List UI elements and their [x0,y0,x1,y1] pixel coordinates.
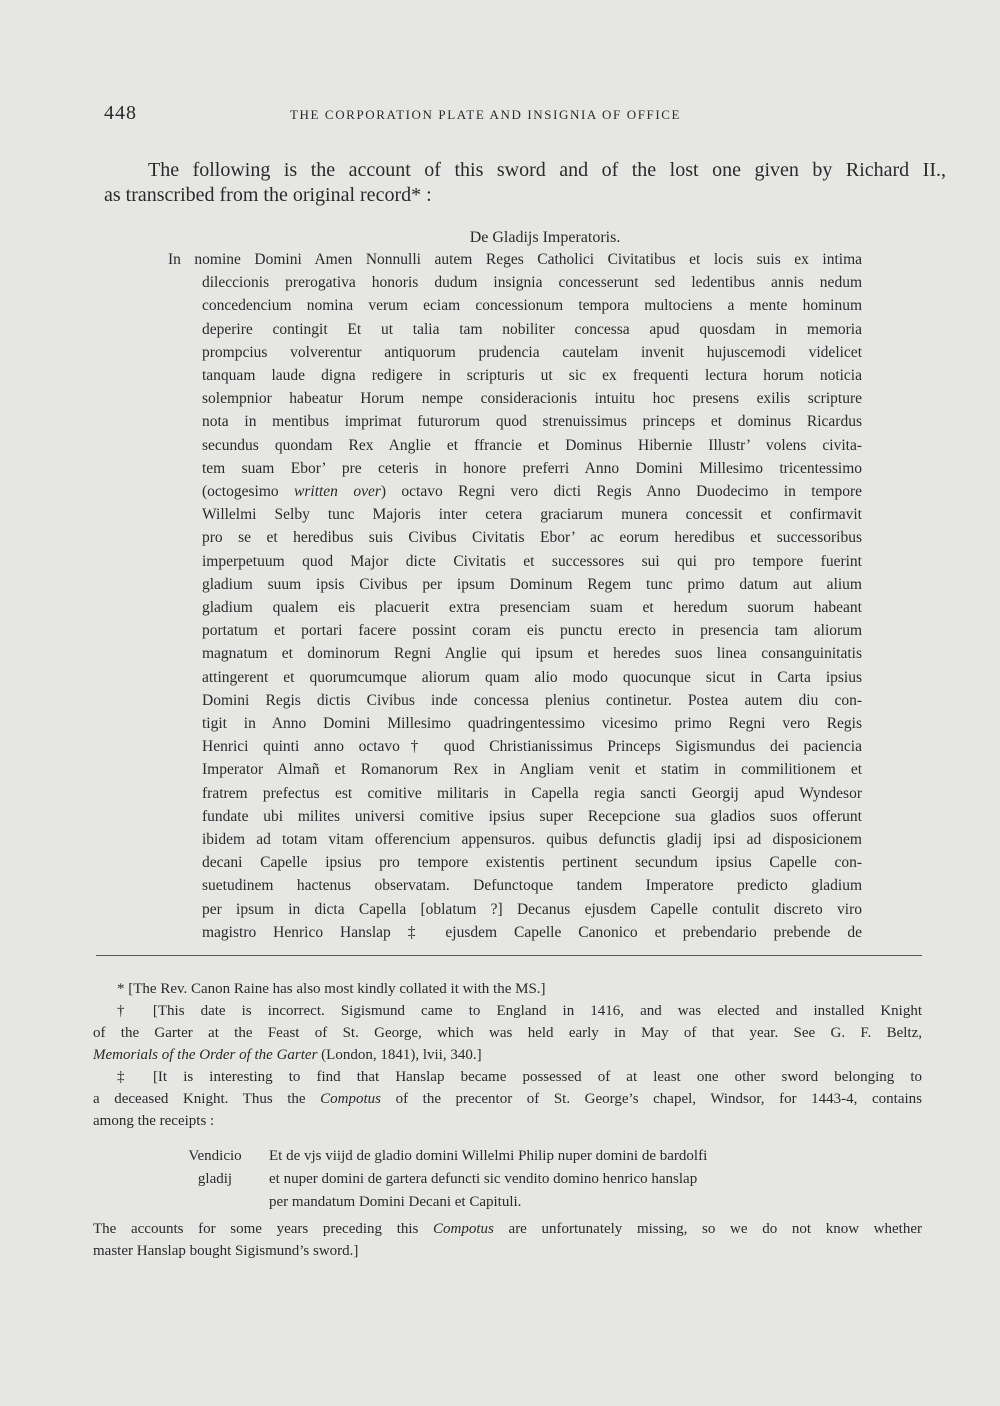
closing-note [93,1218,922,1262]
latin-transcription [168,248,862,944]
receipt-label-line: gladij [197,1171,233,1187]
latin-line: solempnior habeatur Horum nempe consideracionis intuitu hoc presens exilis scripture [202,390,862,408]
latin-line: imperpetuum quod Major dicte Civitatis et successores sui qui pro tempore fuerint [202,552,862,570]
footnote-ddagger-line: ‡ [It is interesting to find that Hanslap became possessed of at least one other sword belonging to [117,1069,922,1085]
footnote-ddagger-line: a deceased Knight. Thus the Compotus of the precentor of St. George’s chapel, Windsor, for 1443-4, contains [93,1091,922,1107]
latin-line: prompcius volverentur antiquorum prudencia cautelam invenit hujuscemodi videlicet [202,343,862,361]
latin-line: nota in mentibus imprimat futurorum quod strenuissimus princeps et dominus Ricardus [202,413,862,431]
latin-line: ibidem ad totam vitam offerencium appensuros. quibus defunctis gladij ipsi ad disposicionem [202,831,862,849]
receipt-text-line: et nuper domini de gartera defuncti sic vendito domino henrico hanslap [269,1171,698,1187]
latin-line: Imperator Almañ et Romanorum Rex in Angliam venit et statim in commilitionem et [202,761,862,779]
running-head: THE CORPORATION PLATE AND INSIGNIA OF OFFICE [290,107,682,122]
footnote-dagger-line: Memorials of the Order of the Garter (London, 1841), lvii, 340.] [93,1047,482,1063]
latin-line: deperire contingit Et ut talia tam nobiliter concessa apud quosdam in memoria [202,320,862,338]
latin-line: per ipsum in dicta Capella [oblatum ?] Decanus ejusdem Capelle contulit discreto viro [202,900,862,918]
footnote-star: * [The Rev. Canon Raine has also most kindly collated it with the MS.] [117,981,546,997]
closing-line: The accounts for some years preceding this Compotus are unfortunately missing, so we do not know whether [93,1221,922,1237]
footnote-ddagger-line: among the receipts : [93,1113,215,1129]
latin-line: gladium suum ipsis Civibus per ipsum Dominum Regem tunc primo datum aut alium [202,575,862,593]
latin-line: magistro Henrico Hanslap ‡ ejusdem Capelle Canonico et prebendario prebende de [202,923,862,941]
latin-line: Domini Regis dictis Civibus inde concessa plenius continetur. Postea autem diu con- [202,691,862,709]
latin-line: decani Capelle ipsius pro tempore existentis pertinent secundum ipsius Capelle con- [202,854,862,872]
intro-line-2: as transcribed from the original record* : [104,184,432,206]
latin-line: suetudinem hactenus observatam. Defunctoque tandem Imperatore predicto gladium [202,877,862,895]
latin-line: (octogesimo written over) octavo Regni vero dicti Regis Anno Duodecimo in tempore [202,483,862,501]
latin-line: fratrem prefectus est comitive militaris in Capella regia sancti Georgij apud Wyndesor [202,784,862,802]
latin-line: pro se et heredibus suis Civibus Civitatis Ebor’ ac eorum heredibus et successoribus [202,529,862,547]
latin-line: dileccionis prerogativa honoris dudum insignia concesserunt sed ledentibus annis nedum [202,274,862,292]
footnote-dagger-line: † [This date is incorrect. Sigismund came to England in 1416, and was elected and installed Knight [117,1003,922,1019]
receipt-text-line: per mandatum Domini Decani et Capituli. [269,1194,522,1210]
latin-line: fundate ubi milites universi comitive ipsius super Recepcione sua gladios suos offerunt [202,807,862,825]
receipt-text-line: Et de vjs viijd de gladio domini Willelmi Philip nuper domini de bardolfi [269,1148,708,1164]
closing-line: master Hanslap bought Sigismund’s sword.] [93,1243,359,1259]
receipt-label-line: Vendicio [188,1148,242,1164]
footnote-divider [96,955,922,956]
latin-line: magnatum et dominorum Regni Anglie qui ipsum et heredes suos linea consanguinitatis [202,645,862,663]
intro-paragraph [104,158,946,208]
intro-line-1: The following is the account of this sword and of the lost one given by Richard II., [148,159,946,181]
latin-line: tem suam Ebor’ pre ceteris in honore preferri Anno Domini Millesimo tricentessimo [202,459,862,477]
latin-line: tigit in Anno Domini Millesimo quadringentessimo vicesimo primo Regni vero Regis [202,715,862,733]
latin-line: attingerent et quorumcumque aliorum quam alio modo quocunque sicut in Carta ipsius [202,668,862,686]
latin-line: Willelmi Selby tunc Majoris inter cetera graciarum munera concessit et confirmavit [202,506,862,524]
latin-line: portatum et portari facere possint coram eis punctu erecto in presencia tam aliorum [202,622,862,640]
latin-line: tanquam laude digna redigere in scripturis ut sic ex frequenti lectura horum noticia [202,367,862,385]
latin-line: gladium qualem eis placuerit extra presenciam suam et heredum suorum habeant [202,599,862,617]
receipt-label [175,1145,255,1191]
latin-line: Henrici quinti anno octavo† quod Christianissimus Princeps Sigismundus dei paciencia [202,738,862,756]
page-number: 448 [104,102,137,124]
footnote-dagger-line: of the Garter at the Feast of St. George, which was held early in May of that year. See G. F. Beltz, [93,1025,922,1041]
latin-line: secundus quondam Rex Anglie et ffrancie et Dominus Hibernie Illustr’ volens civita- [202,436,862,454]
page-header [104,102,924,128]
receipt-text [269,1145,849,1214]
latin-line: concedencium nomina verum eciam concessionum tempora multociens a mente hominum [202,297,862,315]
footnotes [93,978,922,1132]
document-title: De Gladijs Imperatoris. [469,229,621,246]
latin-line: In nomine Domini Amen Nonnulli autem Reges Catholici Civitatibus et locis suis ex intima [168,251,862,268]
